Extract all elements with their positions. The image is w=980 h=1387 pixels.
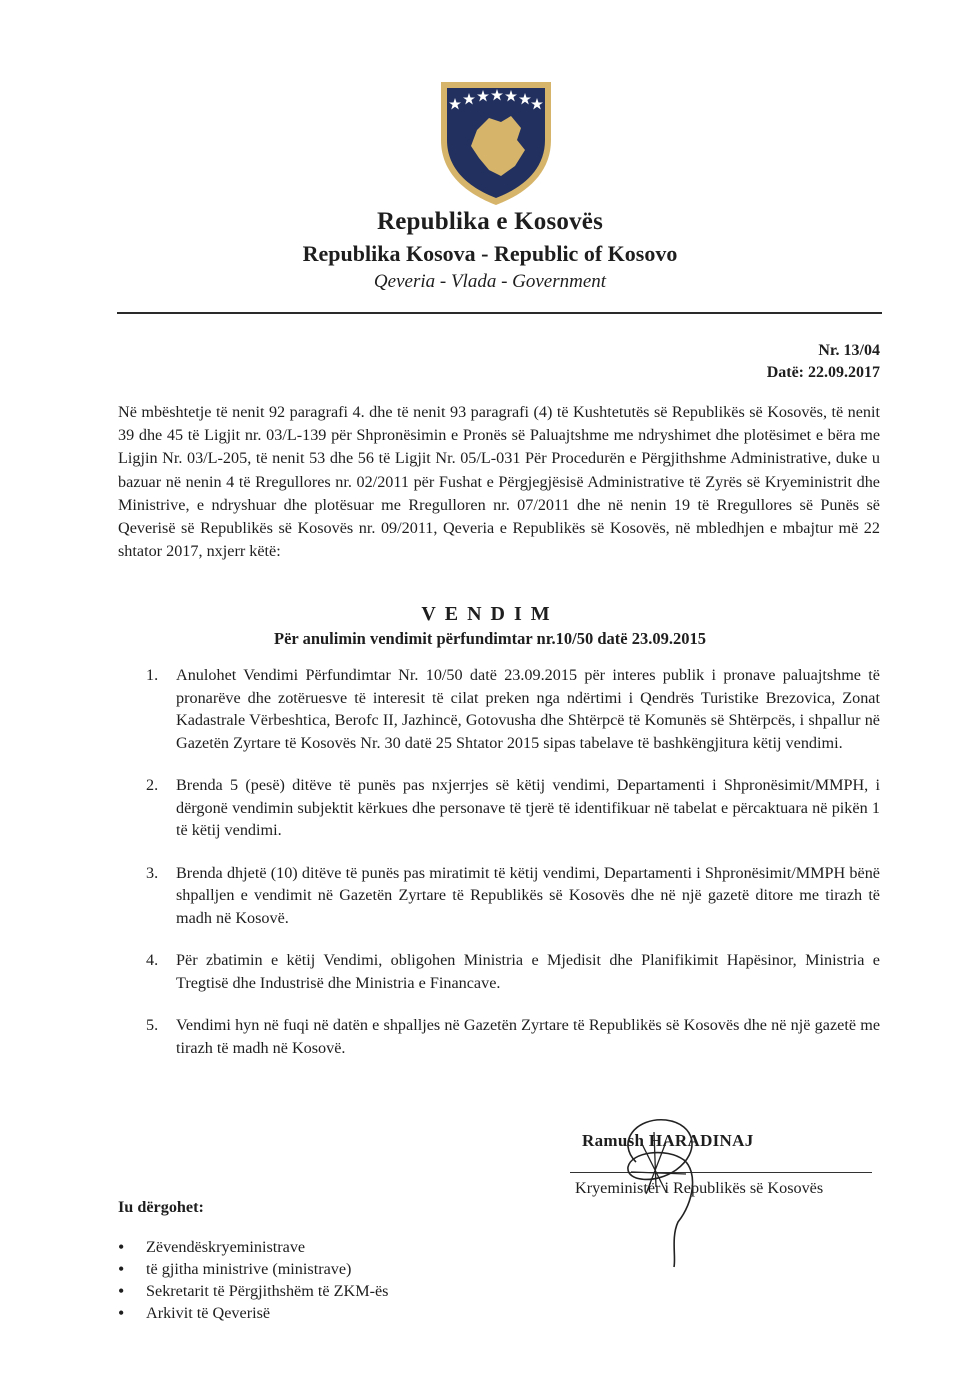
header-divider xyxy=(117,312,882,314)
decision-title xyxy=(0,602,980,651)
item-number: 2. xyxy=(146,776,159,794)
recipient-item: • Sekretarit të Përgjithshëm të ZKM-ës xyxy=(118,1280,388,1302)
decision-heading: VENDIM xyxy=(421,603,559,625)
item-number: 4. xyxy=(146,951,159,969)
recipient-item: • Zëvendëskryeministrave xyxy=(118,1236,388,1258)
item-text: Brenda dhjetë (10) ditëve të punës pas miratimit të këtij vendimi, Departamenti i Shpronësimit/MMPH bënë shpalljen e vendimit në Gazetën Zyrtare të Republikës së Kosovës dhe në një gazetë ditore me tirazh të madh në Kosovë. xyxy=(176,863,880,927)
republic-name-serbian-english: Republika Kosova - Republic of Kosovo xyxy=(302,241,678,266)
decision-subtitle: Për anulimin vendimit përfundimtar nr.10/50 datë 23.09.2015 xyxy=(274,629,706,648)
legal-basis-paragraph: Në mbështetje të nenit 92 paragrafi 4. dhe të nenit 93 paragrafi (4) të Kushtetutës së Republikës së Kosovës, të nenit 39 dhe 45 të Ligjit nr. 03/L-139 për Shpronësimin e Pronës së Paluajtshme me ndryshimet dhe plotësimet e bëra me Ligjin Nr. 03/L-205, të nenit 53 dhe 56 të Ligjit Nr. 05/L-031 Për Procedurën e Përgjithshme Administrative, duke u bazuar në nenin 4 të Rregullores nr. 02/2011 për Fushat e Përgjegjësisë Administrative të Zyrës së Kryeministrit dhe Ministrive, e ndryshuar dhe plotësuar me Rregulloren nr. 07/2011 dhe në nenin 19 të Rregullores së Punës së Qeverisë së Republikës së Kosovës nr. 09/2011, Qeveria e Republikës së Kosovës, në mbledhjen e mbajtur më 22 shtator 2017, nxjerr këtë: xyxy=(118,403,880,561)
recipients-title: Iu dërgohet: xyxy=(118,1198,204,1216)
item-text: Brenda 5 (pesë) ditëve të punës pas nxjerrjes së këtij vendimi, Departamenti i Shpronësimit/MMPH, i dërgonë vendimin subjektit kërkues dhe personave të tjerë të identifikuar në tabelat e përcaktuara në pikën 1 të këtij vendimi. xyxy=(176,776,880,839)
item-number: 3. xyxy=(146,863,159,882)
recipients-section xyxy=(118,1196,388,1324)
republic-name-albanian: Republika e Kosovës xyxy=(376,208,604,235)
item-text: Anulohet Vendimi Përfundimtar Nr. 10/50 datë 23.09.2015 për interes publik i pronave paluajtshme të pronarëve dhe zotëruesve të interesit të cilat preken nga ndërtimi i Qendrës Turistike Brezovica, Zonat Kadastrale Vërbeshtica, Berofc II, Jazhincë, Gotovusha dhe Shtërpcë të Komunës së Shtërpcës, i shpallur në Gazetën Zyrtare të Kosovës Nr. 30 datë 25 Shtator 2015 sipas tabelave të bashkëngjitura këtij vendimi. xyxy=(176,666,880,752)
signatory-title: Kryeministër i Republikës së Kosovës xyxy=(575,1179,824,1197)
item-text: Për zbatimin e këtij Vendimi, obligohen Ministria e Mjedisit dhe Planifikimit Hapësinor, Ministria e Tregtisë dhe Industrisë dhe Ministria e Financave. xyxy=(176,951,880,992)
item-number: 5. xyxy=(146,1016,159,1034)
government-name: Qeveria - Vlada - Government xyxy=(373,271,607,292)
recipient-item: • të gjitha ministrive (ministrave) xyxy=(118,1258,388,1280)
decision-meta xyxy=(767,340,880,384)
decision-item xyxy=(140,949,880,994)
decision-items xyxy=(140,664,880,1079)
document-header xyxy=(0,205,980,295)
decision-item xyxy=(140,1014,880,1059)
item-number: 1. xyxy=(146,666,159,684)
handwritten-signature-icon xyxy=(606,1112,716,1272)
decision-item xyxy=(140,774,880,842)
decision-item xyxy=(140,664,880,754)
decision-item xyxy=(140,862,880,930)
decision-number: Nr. 13/04 xyxy=(818,342,880,359)
recipient-item: • Arkivit të Qeverisë xyxy=(118,1302,388,1324)
item-text: Vendimi hyn në fuqi në datën e shpalljes në Gazetën Zyrtare të Republikës së Kosovës dhe në një gazetë me tirazh të madh në Kosovë. xyxy=(176,1016,880,1057)
recipients-list xyxy=(118,1236,388,1324)
kosovo-coat-of-arms-icon xyxy=(437,78,555,208)
signatory-name: Ramush HARADINAJ xyxy=(582,1131,754,1150)
decision-date: Datë: 22.09.2017 xyxy=(766,364,880,381)
